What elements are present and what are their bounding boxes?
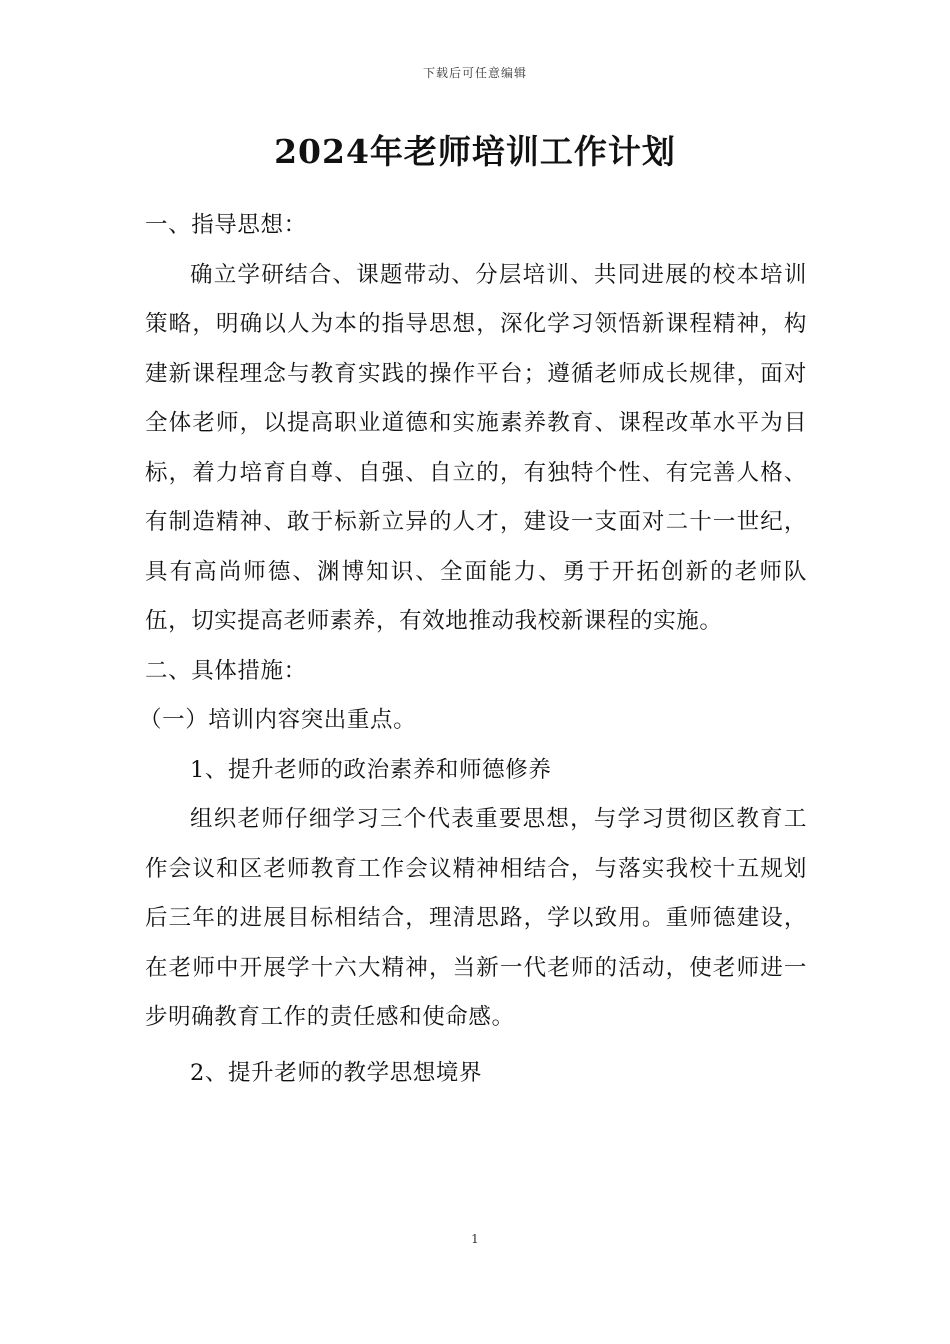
document-body [139, 201, 807, 1098]
download-note: 下载后可任意编辑 [422, 66, 527, 80]
item-1-heading: 1、提升老师的政治素养和师德修养 [190, 756, 552, 783]
item-1-paragraph: 组织老师仔细学习三个代表重要思想，与学习贯彻区教育工作会议和区老师教育工作会议精神相结合，与落实我校十五规划后三年的进展目标相结合，理清思路，学以致用。重师德建设，在老师中开展学十六大精神，当新一代老师的活动，使老师进一步明确教育工作的责任感和使命感。 [145, 806, 807, 1030]
sub-heading-training-content: （一）培训内容突出重点。 [139, 707, 417, 733]
item-2-heading: 2、提升老师的教学思想境界 [190, 1059, 483, 1086]
document-title: 2024年老师培训工作计划 [274, 132, 676, 171]
guiding-paragraph: 确立学研结合、课题带动、分层培训、共同进展的校本培训策略，明确以人为本的指导思想，深化学习领悟新课程精神，构建新课程理念与教育实践的操作平台；遵循老师成长规律，面对全体老师，以提高职业道德和实施素养教育、课程改革水平为目标，着力培育自尊、自强、自立的，有独特个性、有完善人格、有制造精神、敢于标新立异的人才，建设一支面对二十一世纪，具有高尚师德、渊博知识、全面能力、勇于开拓创新的老师队伍，切实提高老师素养，有效地推动我校新课程的实施。 [145, 261, 807, 634]
page-number: 1 [471, 1232, 479, 1246]
section-heading-guiding: 一、指导思想： [145, 212, 307, 238]
section-heading-measures: 二、具体措施： [145, 657, 307, 684]
